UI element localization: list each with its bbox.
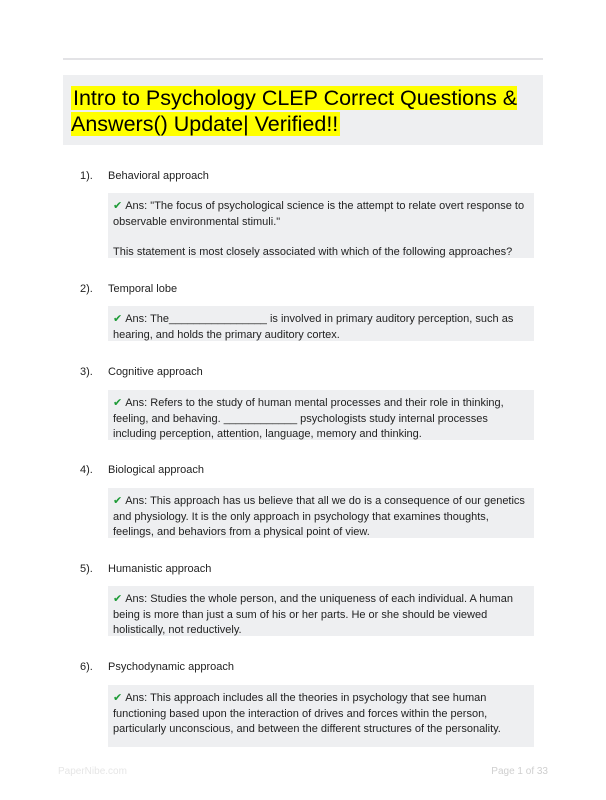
answer-text: Ans: Refers to the study of human mental processes and their role in thinking, feeling, and behaving. ____________ psychologists study internal processes including perception, attention, language, memory and thinking. bbox=[113, 397, 504, 440]
question-number: 5). bbox=[80, 563, 93, 575]
question-term: Temporal lobe bbox=[108, 283, 178, 295]
top-divider bbox=[63, 58, 543, 60]
answer-text: Ans: This approach includes all the theories in psychology that see human functioning based upon the interaction of drives and forces within the person, particularly unconscious, and between the different structures of the personality. bbox=[113, 692, 501, 735]
question-term: Biological approach bbox=[108, 464, 205, 476]
check-icon: ✔ bbox=[113, 313, 123, 325]
check-icon: ✔ bbox=[113, 593, 123, 605]
answer-box bbox=[108, 306, 534, 341]
question-number: 3). bbox=[80, 366, 93, 378]
answer-extra-text: This statement is most closely associated with which of the following approaches? bbox=[113, 246, 513, 258]
answer-text: Ans: "The focus of psychological science is the attempt to relate overt response to observable environmental stimuli." bbox=[113, 200, 525, 228]
page-number: Page 1 of 33 bbox=[491, 766, 548, 777]
answer-box bbox=[108, 193, 534, 258]
check-icon: ✔ bbox=[113, 495, 123, 507]
title-banner bbox=[63, 75, 543, 145]
answer-box bbox=[108, 685, 534, 747]
question-term: Humanistic approach bbox=[108, 563, 212, 575]
question-number: 2). bbox=[80, 283, 93, 295]
check-icon: ✔ bbox=[113, 692, 123, 704]
answer-box bbox=[108, 390, 534, 440]
question-term: Psychodynamic approach bbox=[108, 661, 234, 673]
answer-text: Ans: The________________ is involved in primary auditory perception, such as hearing, and holds the primary auditory cortex. bbox=[113, 313, 514, 341]
document-title: Intro to Psychology CLEP Correct Questions & Answers() Update| Verified!! bbox=[71, 86, 518, 136]
check-icon: ✔ bbox=[113, 200, 123, 212]
answer-text: Ans: This approach has us believe that all we do is a consequence of our genetics and physiology. It is the only approach in psychology that examines thoughts, feelings, and behaviors from a physical point of view. bbox=[113, 495, 525, 538]
answer-text: Ans: Studies the whole person, and the uniqueness of each individual. A human being is more than just a sum of his or her parts. He or she should be viewed holistically, not reductively. bbox=[113, 593, 513, 636]
check-icon: ✔ bbox=[113, 397, 123, 409]
question-term: Cognitive approach bbox=[108, 366, 203, 378]
answer-box bbox=[108, 488, 534, 538]
question-number: 4). bbox=[80, 464, 93, 476]
answer-box bbox=[108, 586, 534, 636]
question-number: 6). bbox=[80, 661, 93, 673]
question-term: Behavioral approach bbox=[108, 170, 209, 182]
question-number: 1). bbox=[80, 170, 93, 182]
footer-watermark: PaperNibe.com bbox=[58, 766, 127, 777]
